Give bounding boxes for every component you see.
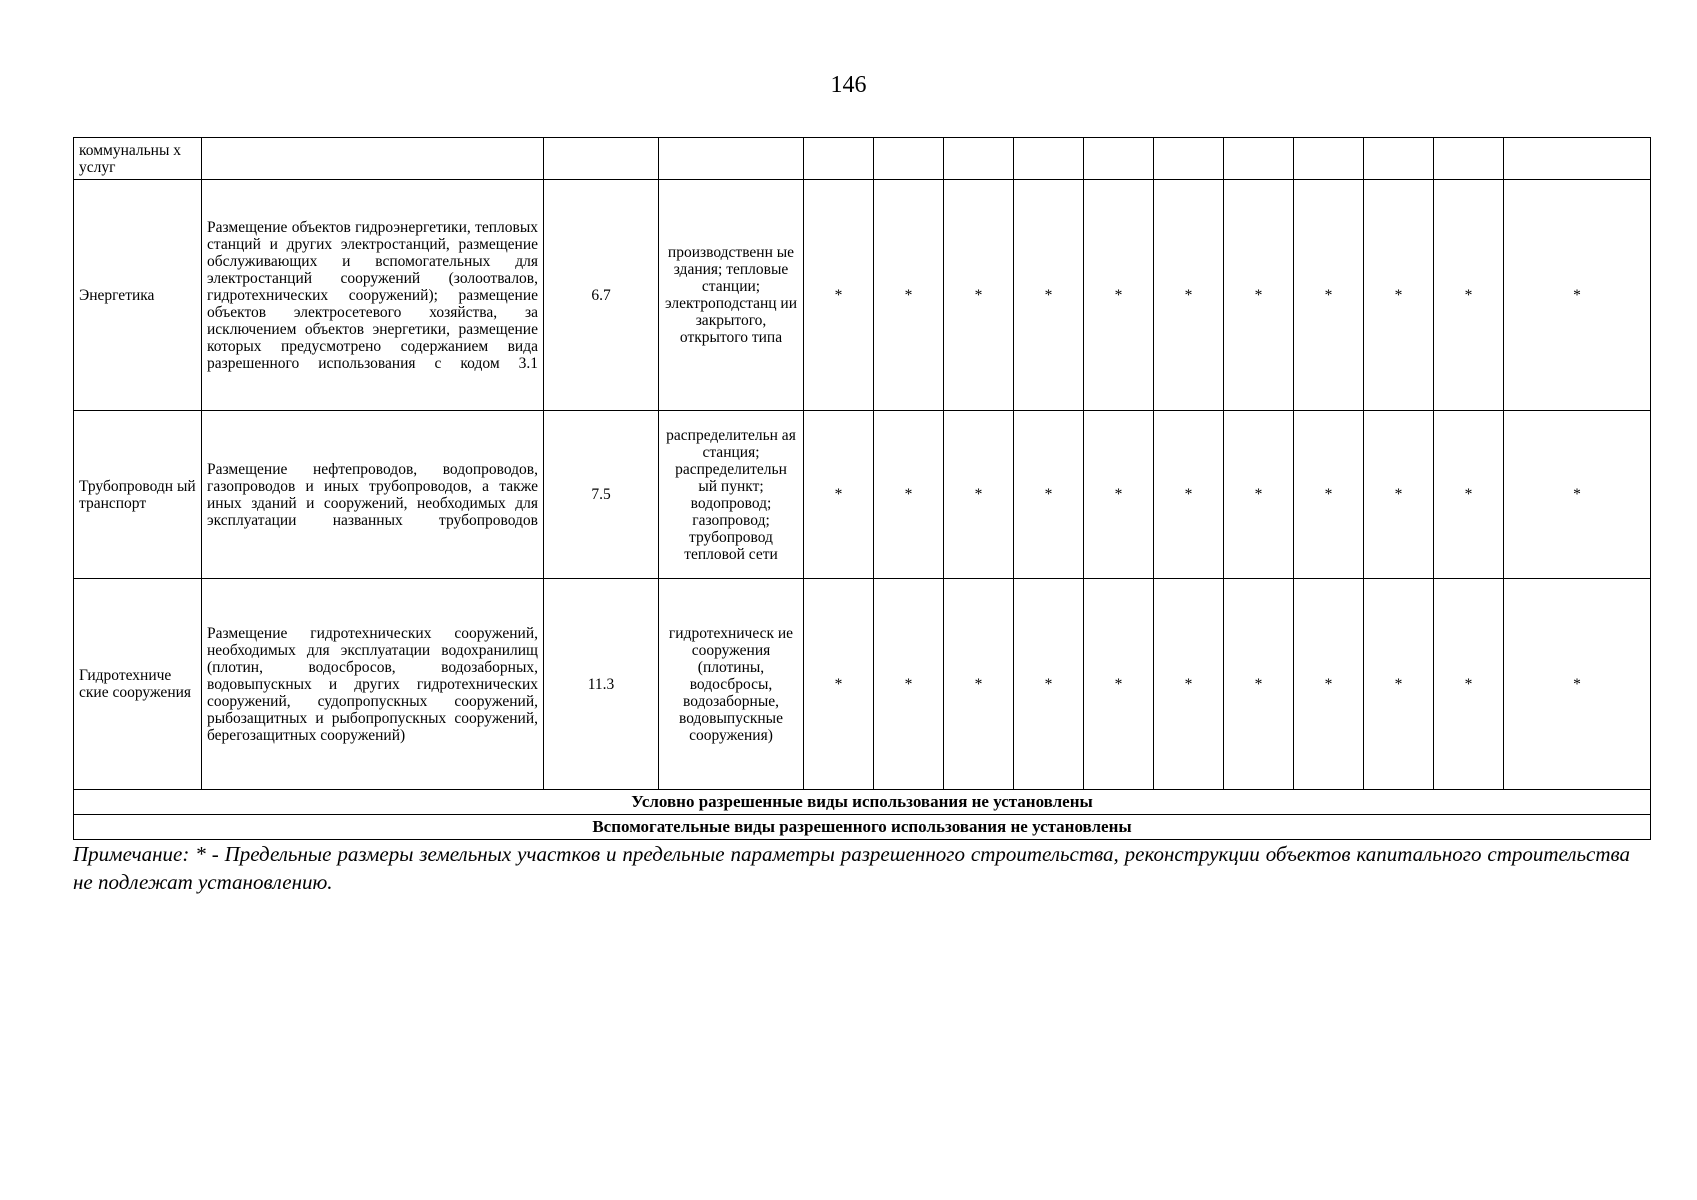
footnote: Примечание: * - Предельные размеры земельных участков и предельные параметры разрешенного строительства, реконструкции объектов капитального строительства не подлежат установлению. (73, 842, 1630, 894)
param-cell: * (1014, 579, 1084, 790)
use-code-cell: 6.7 (544, 180, 659, 411)
param-cell: * (1504, 180, 1651, 411)
use-name-cell: Энергетика (74, 180, 202, 411)
param-cell: * (804, 411, 874, 579)
objects-cell: гидротехническ ие сооружения (плотины, водосбросы, водозаборные, водовыпускные сооружения) (659, 579, 804, 790)
param-cell: * (1434, 411, 1504, 579)
param-cell: * (944, 180, 1014, 411)
param-cell (1504, 138, 1651, 180)
param-cell: * (1154, 411, 1224, 579)
param-cell: * (874, 411, 944, 579)
param-cell: * (1294, 180, 1364, 411)
use-description-cell (202, 138, 544, 180)
param-cell: * (1084, 411, 1154, 579)
param-cell (874, 138, 944, 180)
table-row (74, 411, 1651, 579)
use-code-cell: 7.5 (544, 411, 659, 579)
param-cell: * (874, 579, 944, 790)
param-cell: * (1084, 579, 1154, 790)
param-cell: * (1294, 411, 1364, 579)
param-cell: * (1154, 180, 1224, 411)
param-cell (804, 138, 874, 180)
conditional-uses-row: Условно разрешенные виды использования не установлены (74, 790, 1651, 815)
objects-cell: распределительн ая станция; распределительн ый пункт; водопровод; газопровод; трубопровод тепловой сети (659, 411, 804, 579)
param-cell (1434, 138, 1504, 180)
use-name-cell: Трубопроводн ый транспорт (74, 411, 202, 579)
auxiliary-uses-row: Вспомогательные виды разрешенного использования не установлены (74, 815, 1651, 840)
param-cell: * (1364, 411, 1434, 579)
param-cell: * (1224, 579, 1294, 790)
use-description-cell: Размещение нефтепроводов, водопроводов, газопроводов и иных трубопроводов, а также иных зданий и сооружений, необходимых для эксплуатации названных трубопроводов (202, 411, 544, 579)
param-cell: * (874, 180, 944, 411)
param-cell (1084, 138, 1154, 180)
objects-cell (659, 138, 804, 180)
param-cell: * (1294, 579, 1364, 790)
table-row (74, 815, 1651, 840)
table-row (74, 180, 1651, 411)
param-cell: * (804, 579, 874, 790)
param-cell (1294, 138, 1364, 180)
param-cell: * (944, 579, 1014, 790)
param-cell: * (1364, 579, 1434, 790)
table-row (74, 579, 1651, 790)
use-code-cell (544, 138, 659, 180)
objects-cell: производственн ые здания; тепловые станции; электроподстанц ии закрытого, открытого типа (659, 180, 804, 411)
param-cell: * (1224, 411, 1294, 579)
param-cell: * (1014, 180, 1084, 411)
param-cell (1154, 138, 1224, 180)
use-description-cell: Размещение гидротехнических сооружений, необходимых для эксплуатации водохранилищ (плотин, водосбросов, водозаборных, водовыпускных и других гидротехнических сооружений, судопропускных сооружений, рыбозащитных и рыбопропускных сооружений, берегозащитных сооружений) (202, 579, 544, 790)
param-cell (1014, 138, 1084, 180)
table-row (74, 790, 1651, 815)
use-description-cell: Размещение объектов гидроэнергетики, тепловых станций и других электростанций, размещение обслуживающих и вспомогательных для электростанций сооружений (золоотвалов, гидротехнических сооружений); размещение объектов электросетевого хозяйства, за исключением объектов энергетики, размещение которых предусмотрено содержанием вида разрешенного использования с кодом 3.1 (202, 180, 544, 411)
param-cell: * (1504, 411, 1651, 579)
param-cell: * (1084, 180, 1154, 411)
param-cell: * (1504, 579, 1651, 790)
param-cell (1364, 138, 1434, 180)
land-use-table (73, 137, 1651, 840)
param-cell: * (1434, 180, 1504, 411)
table-row (74, 138, 1651, 180)
use-name-cell: коммунальны х услуг (74, 138, 202, 180)
use-code-cell: 11.3 (544, 579, 659, 790)
param-cell: * (1224, 180, 1294, 411)
param-cell: * (1434, 579, 1504, 790)
param-cell: * (1014, 411, 1084, 579)
param-cell: * (804, 180, 874, 411)
param-cell: * (1364, 180, 1434, 411)
param-cell: * (1154, 579, 1224, 790)
page-number: 146 (830, 72, 867, 98)
use-name-cell: Гидротехниче ские сооружения (74, 579, 202, 790)
param-cell (1224, 138, 1294, 180)
param-cell: * (944, 411, 1014, 579)
param-cell (944, 138, 1014, 180)
